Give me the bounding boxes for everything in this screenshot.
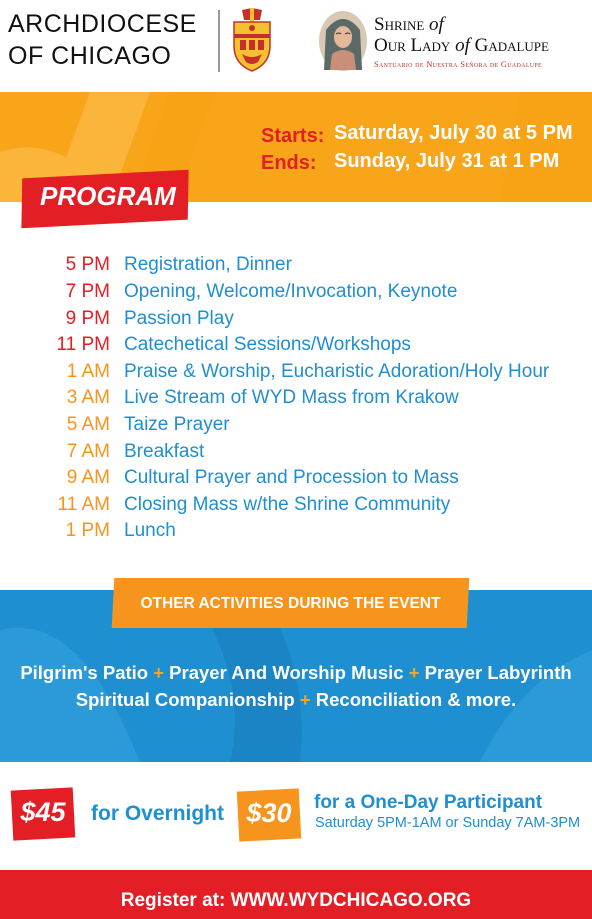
archdiocese-title-line1: ARCHDIOCESE [8, 10, 197, 38]
oneday-detail: Saturday 5PM-1AM or Sunday 7AM-3PM [315, 815, 581, 831]
program-activity: Opening, Welcome/Invocation, Keynote [124, 281, 458, 302]
shrine-subtitle: Santuario de Nuestra Señora de Guadalupe [374, 59, 543, 69]
program-time: 9 AM [66, 467, 110, 488]
program-time: 1 AM [66, 361, 110, 382]
program-time: 5 AM [66, 414, 110, 435]
program-activity: Breakfast [124, 441, 205, 462]
activity-item: Prayer And Worship Music [169, 662, 404, 683]
program-time: 11 AM [57, 494, 110, 515]
oneday-price: $30 [246, 798, 292, 828]
overnight-price: $45 [20, 797, 66, 827]
program-activity: Registration, Dinner [124, 254, 292, 275]
register-link[interactable]: Register at: WWW.WYDCHICAGO.ORG [120, 890, 472, 911]
plus-separator: + [299, 689, 311, 710]
activities-line-1 [0, 662, 592, 684]
program-activity: Lunch [124, 520, 176, 541]
ends-value: Sunday, July 31 at 1 PM [334, 150, 560, 172]
program-time: 11 PM [56, 334, 110, 355]
program-activity: Cultural Prayer and Procession to Mass [124, 467, 459, 488]
other-activities-title: OTHER ACTIVITIES DURING THE EVENT [140, 595, 441, 612]
activity-item: Spiritual Companionship [75, 689, 295, 710]
shrine-title-line1: Shrine of [374, 14, 444, 35]
starts-label: Starts: [261, 125, 325, 147]
program-time: 7 AM [66, 441, 110, 462]
program-activity: Catechetical Sessions/Workshops [124, 334, 411, 355]
oneday-label: for a One-Day Participant [314, 792, 543, 813]
program-time: 7 PM [65, 281, 110, 302]
header-divider [218, 10, 220, 72]
ends-label: Ends: [261, 152, 317, 174]
program-activity: Live Stream of WYD Mass from Krakow [124, 387, 459, 408]
archdiocese-crest-icon [228, 8, 276, 72]
program-time: 1 PM [65, 520, 110, 541]
program-activity: Passion Play [124, 308, 234, 329]
archdiocese-title-line2: OF CHICAGO [8, 42, 172, 70]
activity-item: Reconciliation & more. [315, 689, 517, 710]
program-time: 9 PM [65, 308, 110, 329]
our-lady-of-guadalupe-icon [318, 10, 368, 72]
plus-separator: + [153, 662, 165, 683]
starts-value: Saturday, July 30 at 5 PM [334, 122, 573, 144]
overnight-label: for Overnight [91, 802, 225, 825]
shrine-title-line2: Our Lady of Gadalupe [374, 35, 549, 56]
program-activity: Closing Mass w/the Shrine Community [124, 494, 451, 515]
program-activity: Taize Prayer [124, 414, 230, 435]
program-time: 3 AM [66, 387, 110, 408]
program-title: PROGRAM [40, 181, 176, 211]
program-time: 5 PM [65, 254, 110, 275]
activity-item: Prayer Labyrinth [424, 662, 572, 683]
activity-item: Pilgrim's Patio [20, 662, 149, 683]
activities-line-2 [0, 689, 592, 711]
program-activity: Praise & Worship, Eucharistic Adoration/Holy Hour [124, 361, 550, 382]
plus-separator: + [408, 662, 420, 683]
